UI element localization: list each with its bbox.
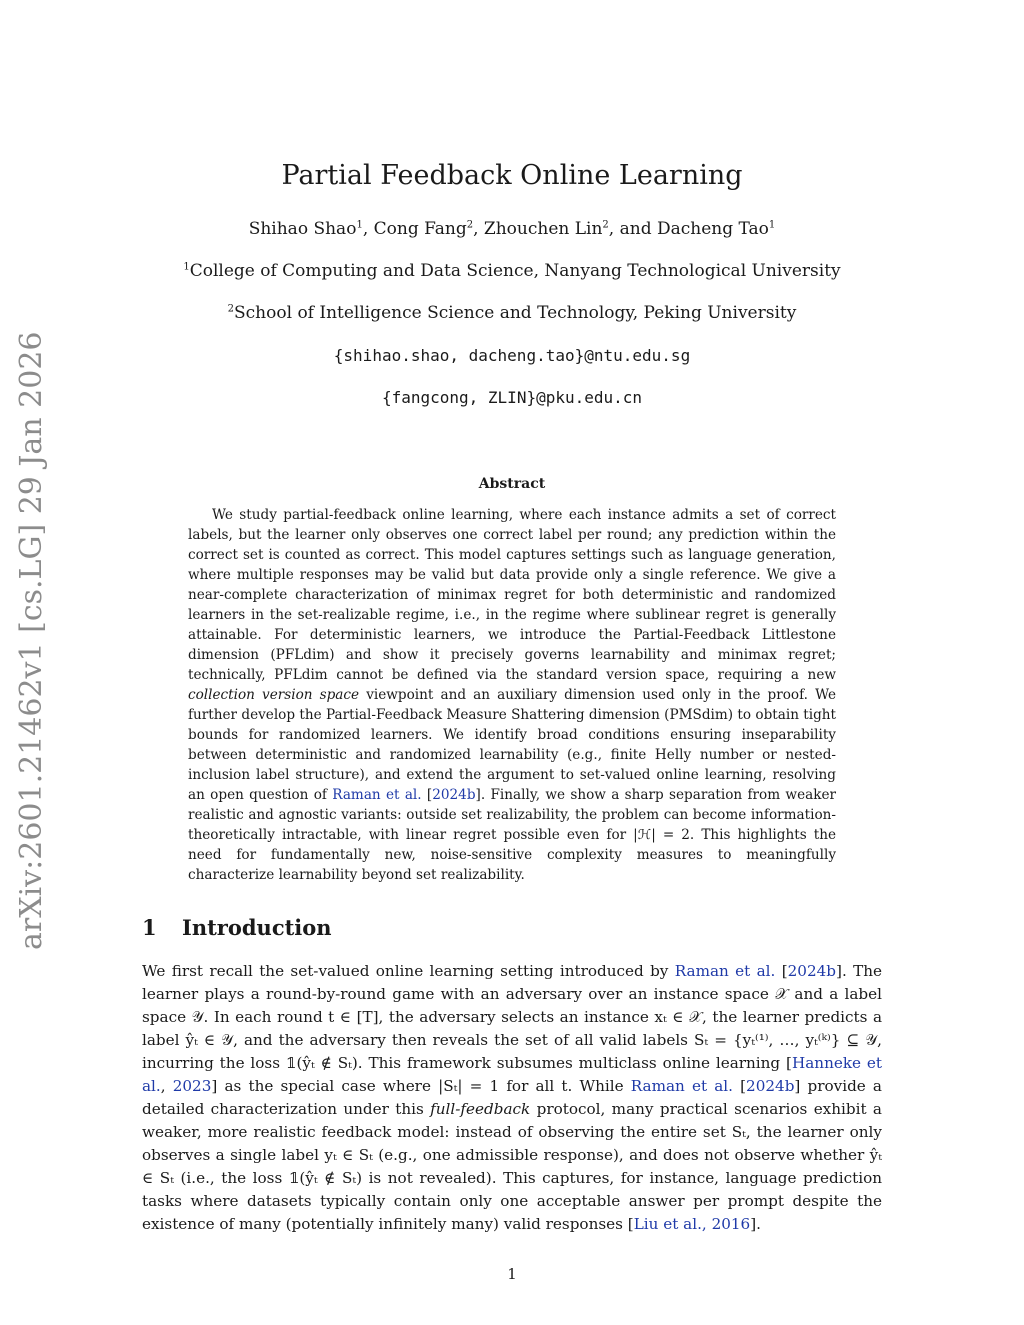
email-pku: {fangcong, ZLIN}@pku.edu.cn: [381, 388, 643, 407]
body-text: provide a detailed characterization under this: [142, 1077, 882, 1118]
citation-link[interactable]: Raman et al.: [332, 787, 422, 803]
abstract-heading: Abstract: [478, 476, 546, 492]
affiliation-text: College of Computing and Data Science, Nanyang Technological University: [189, 261, 841, 281]
section-heading: [142, 915, 332, 940]
affiliation-1: [0, 261, 1024, 281]
citation-link[interactable]: Raman et al.: [630, 1077, 733, 1095]
abstract-body: We study partial-feedback online learning, where each instance admits a set of correct labels, but the learner only observes one correct label per round; any prediction within the correct set is counted as correct. This model captures settings such as language generation, where multiple responses may be valid but data provide only a single reference. We give a near-complete characterization of minimax regret for both deterministic and randomized learners in the set-realizable regime, i.e., in the regime where sublinear regret is generally attainable. For deterministic learners, we introduce the Partial-Feedback Littlestone dimension (PFLdim) and show it precisely governs learnability and minimax regret; technically, PFLdim cannot be defined via the standard version space, requiring a new collection version space viewpoint and an auxiliary dimension used only in the proof. We further develop the Partial-Feedback Measure Shattering dimension (PMSdim) to obtain tight bounds for randomized learners. We identify broad conditions ensuring inseparability between deterministic and randomized learnability (e.g., finite Helly number or nested-inclusion label structure), and extend the argument to set-valued online learning, resolving an open question of Raman et al. [2024b]. Finally, we show a sharp separation from weaker realistic and agnostic variants: outside set realizability, the problem can become information-theoretically intractable, with linear regret possible even for |ℋ| = 2. This highlights the need for fundamentally new, noise-sensitive complexity measures to meaningfully characterize learnability beyond set realizability.: [188, 507, 837, 883]
author-affiliation-marker: 2: [602, 219, 609, 231]
introduction-paragraph: We first recall the set-valued online learning setting introduced by Raman et al. [2024b]. The learner plays a round-by-round game with an adversary over an instance space 𝒳 and a label space 𝒴. In each round t ∈ [T], the adversary selects an instance xₜ ∈ 𝒳, the learner predicts a label ŷₜ ∈ 𝒴, and the adversary then reveals the set of all valid labels Sₜ = {yₜ⁽¹⁾, …, yₜ⁽ᵏ⁾} ⊆ 𝒴, incurring the loss 𝟙(ŷₜ ∉ Sₜ). This framework subsumes multiclass online learning [Hanneke et al., 2023] as the special case where |Sₜ| = 1 for all t. While Raman et al. [2024b] provide a detailed characterization under this full-feedback protocol, many practical scenarios exhibit a weaker, more realistic feedback model: instead of observing the entire set Sₜ, the learner only observes a single label yₜ ∈ Sₜ (e.g., one admissible response), and does not observe whether ŷₜ ∈ Sₜ (i.e., the loss 𝟙(ŷₜ ∉ Sₜ) is not revealed). This captures, for instance, language prediction tasks where datasets typically contain only one acceptable answer per prompt despite the existence of many (potentially infinitely many) valid responses [Liu et al., 2016].: [142, 962, 883, 1233]
citation-link[interactable]: Liu et al., 2016: [633, 1215, 751, 1233]
author-name: and Dacheng Tao: [619, 219, 769, 239]
paper-title: Partial Feedback Online Learning: [281, 160, 743, 191]
citation-year-link[interactable]: 2024b: [787, 962, 837, 980]
author-name: Shihao Shao: [248, 219, 357, 239]
author-list: Shihao Shao$^1$, Cong Fang$^2$, Zhouchen Lin$^2$, and Dacheng Tao$^1$: [248, 219, 776, 239]
body-emphasis: full-feedback: [430, 1100, 531, 1118]
author-affiliation-marker: 1: [356, 219, 363, 231]
section-number: 1: [142, 915, 157, 940]
citation-link[interactable]: Hanneke et al.: [142, 1054, 882, 1095]
abstract-text: We study partial-feedback online learning, where each instance admits a set of correct labels, but the learner only observes one correct label per round; any prediction within the correct set is counted as correct. This model captures settings such as language generation, where multiple responses may be valid but data provide only a single reference. We give a near-complete characterization of minimax regret for both deterministic and randomized learners in the set-realizable regime, i.e., in the regime where sublinear regret is generally attainable. For deterministic learners, we introduce the Partial-Feedback Littlestone dimension (PFLdim) and show it precisely governs learnability and minimax regret; technically, PFLdim cannot be defined via the standard version space, requiring a new: [188, 507, 836, 683]
abstract-emphasis: collection version space: [188, 687, 360, 703]
abstract-text: . Finally, we show a sharp separation from weaker realistic and agnostic variants: outside set realizability, the problem can become information-theoretically intractable, with linear regret possible even for |ℋ| = 2. This highlights the need for fundamentally new, noise-sensitive complexity measures to meaningfully characterize learnability beyond set realizability.: [188, 787, 836, 883]
author-name: Zhouchen Lin: [483, 219, 603, 239]
section-title: Introduction: [182, 915, 332, 940]
citation-year-link[interactable]: 2024b: [746, 1077, 795, 1095]
body-text: as the special case where |Sₜ| = 1 for all t. While: [224, 1077, 624, 1095]
citation-link[interactable]: Raman et al.: [674, 962, 776, 980]
author-name: Cong Fang: [373, 219, 467, 239]
affiliation-marker: 1: [183, 261, 190, 273]
author-affiliation-marker: 2: [466, 219, 474, 231]
body-text: We first recall the set-valued online learning setting introduced by: [142, 962, 669, 980]
citation-year-link[interactable]: 2023: [172, 1077, 212, 1095]
abstract-text: viewpoint and an auxiliary dimension used only in the proof. We further develop the Partial-Feedback Measure Shattering dimension (PMSdim) to obtain tight bounds for randomized learners. We identify broad conditions ensuring inseparability between deterministic and randomized learnability (e.g., finite Helly number or nested-inclusion label structure), and extend the argument to set-valued online learning, resolving an open question of: [188, 687, 837, 803]
body-text: protocol, many practical scenarios exhibit a weaker, more realistic feedback model: instead of observing the entire set Sₜ, the learner only observes a single label yₜ ∈ Sₜ (e.g., one admissible response), and does not observe whether ŷₜ ∈ Sₜ (i.e., the loss 𝟙(ŷₜ ∉ Sₜ) is not revealed). This captures, for instance, language prediction tasks where datasets typically contain only one acceptable answer per prompt despite the existence of many (potentially infinitely many) valid responses: [142, 1100, 882, 1233]
body-text: . The learner plays a round-by-round game with an adversary over an instance space 𝒳 and a label space 𝒴. In each round t ∈ [T], the adversary selects an instance xₜ ∈ 𝒳, the learner predicts a label ŷₜ ∈ 𝒴, and the adversary then reveals the set of all valid labels Sₜ = {yₜ⁽¹⁾, …, yₜ⁽ᵏ⁾} ⊆ 𝒴, incurring the loss 𝟙(ŷₜ ∉ Sₜ). This framework subsumes multiclass online learning: [142, 962, 883, 1072]
email-ntu: {shihao.shao, dacheng.tao}@ntu.edu.sg: [333, 346, 691, 365]
arxiv-identifier-stamp: arXiv:2601.21462v1 [cs.LG] 29 Jan 2026: [14, 331, 49, 950]
affiliation-marker: 2: [227, 303, 235, 315]
affiliation-2: [0, 303, 1024, 323]
affiliation-text: School of Intelligence Science and Technology, Peking University: [234, 303, 797, 323]
page-number: 1: [507, 1265, 517, 1283]
citation-year-link[interactable]: 2024b: [432, 787, 476, 803]
author-affiliation-marker: 1: [768, 219, 776, 231]
